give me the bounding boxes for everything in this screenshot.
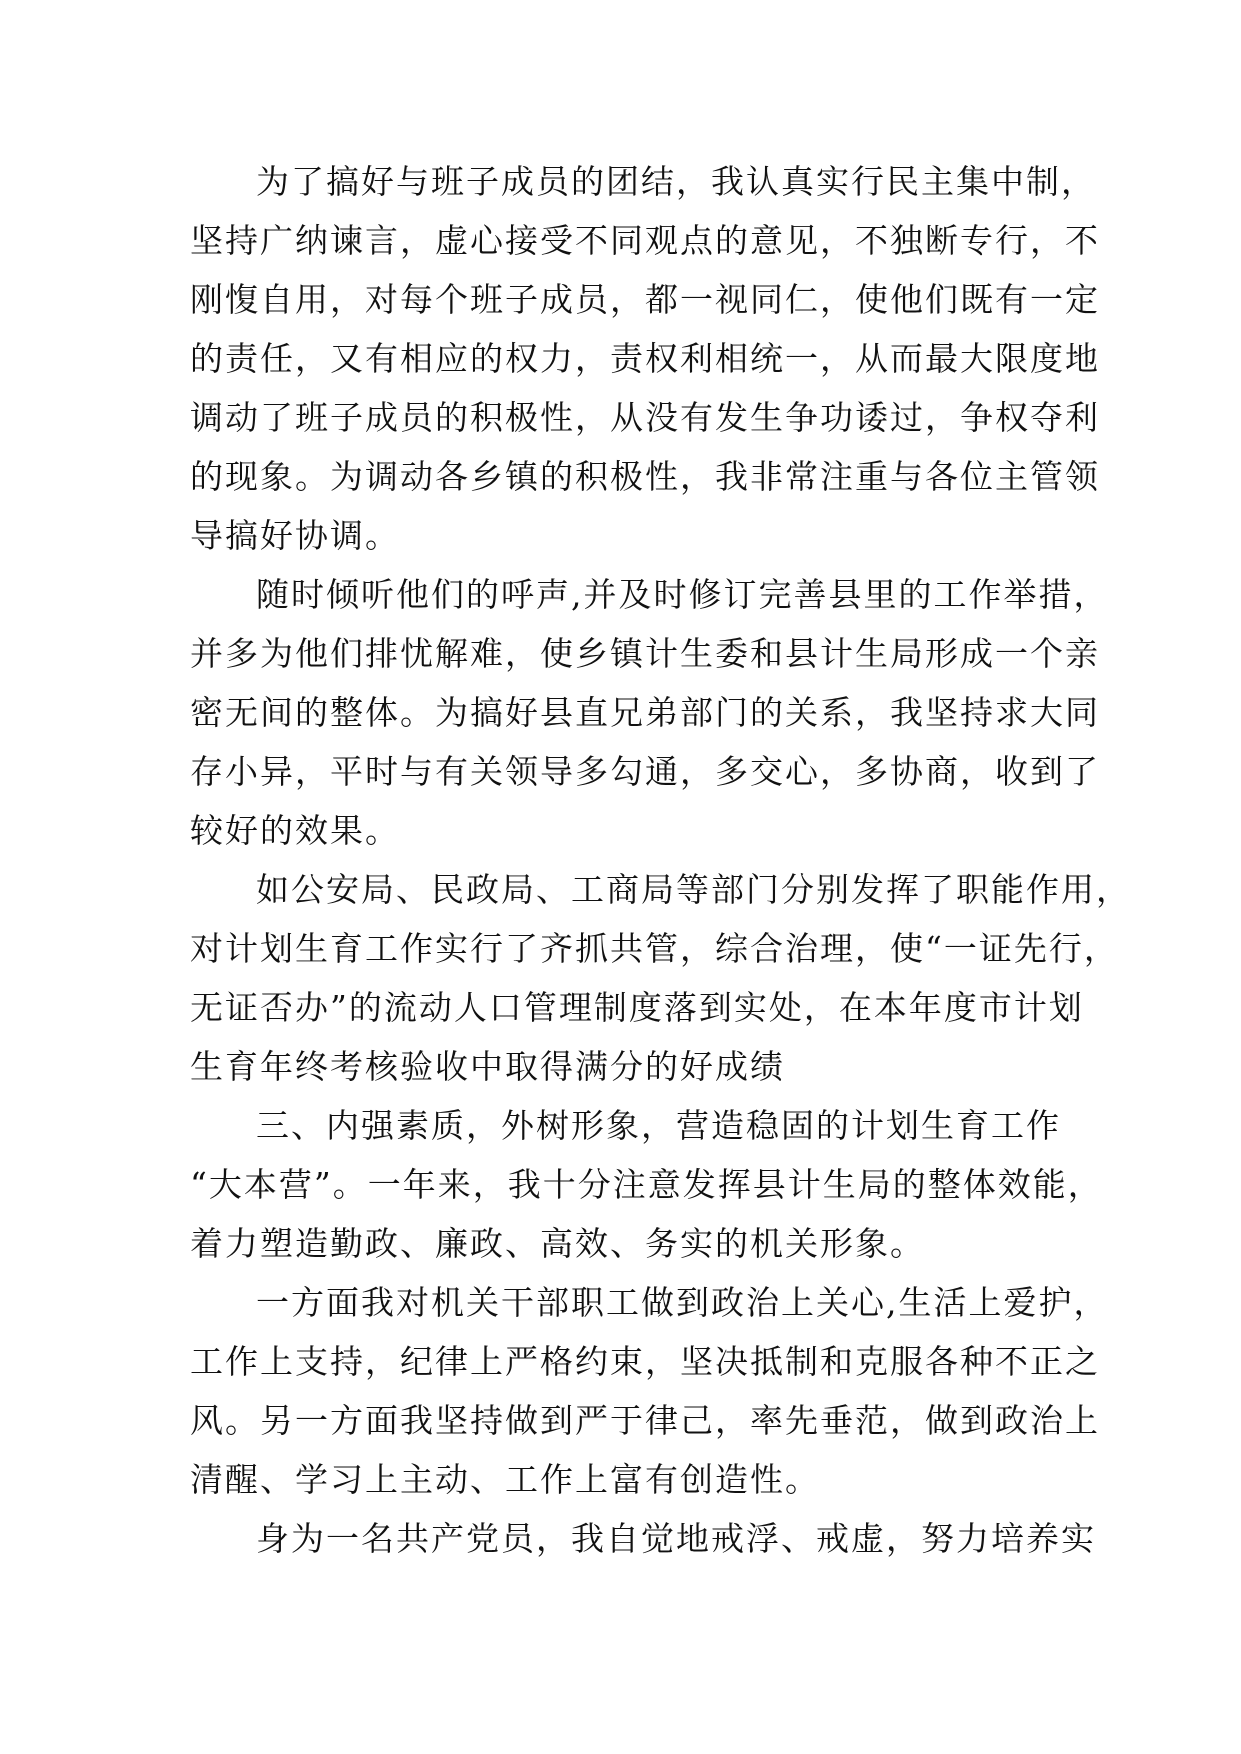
text-line: 如公安局、民政局、工商局等部门分别发挥了职能作用， (256, 870, 1131, 909)
text-line: 着力塑造勤政、廉政、高效、务实的机关形象。 (190, 1224, 925, 1263)
text-line: 刚愎自用，对每个班子成员，都一视同仁，使他们既有一定 (190, 280, 1100, 319)
paragraph (190, 1096, 1103, 1273)
text-line: 随时倾听他们的呼声,并及时修订完善县里的工作举措， (256, 575, 1109, 614)
paragraph (190, 1509, 1096, 1568)
paragraph (190, 860, 1131, 1096)
text-line: 无证否办”的流动人口管理制度落到实处，在本年度市计划 (190, 988, 1084, 1027)
text-line: 生育年终考核验收中取得满分的好成绩 (190, 1047, 785, 1086)
text-line: 清醒、学习上主动、工作上富有创造性。 (190, 1460, 820, 1499)
text-line: 工作上支持，纪律上严格约束，坚决抵制和克服各种不正之 (190, 1342, 1100, 1381)
text-line: 的现象。为调动各乡镇的积极性，我非常注重与各位主管领 (190, 457, 1100, 496)
text-line: 存小异，平时与有关领导多勾通，多交心，多协商，收到了 (190, 752, 1100, 791)
paragraph (190, 565, 1109, 860)
text-line: “大本营”。一年来，我十分注意发挥县计生局的整体效能， (190, 1165, 1103, 1204)
text-line: 三、内强素质，外树形象，营造稳固的计划生育工作 (256, 1106, 1061, 1145)
text-line: 并多为他们排忧解难，使乡镇计生委和县计生局形成一个亲 (190, 634, 1100, 673)
text-line: 坚持广纳谏言，虚心接受不同观点的意见，不独断专行，不 (190, 221, 1100, 260)
text-line: 为了搞好与班子成员的团结，我认真实行民主集中制， (256, 162, 1096, 201)
text-line: 对计划生育工作实行了齐抓共管，综合治理，使“一证先行， (190, 929, 1119, 968)
text-line: 较好的效果。 (190, 811, 400, 850)
text-line: 密无间的整体。为搞好县直兄弟部门的关系，我坚持求大同 (190, 693, 1100, 732)
document-body (190, 152, 1131, 1568)
text-line: 风。另一方面我坚持做到严于律己，率先垂范，做到政治上 (190, 1401, 1100, 1440)
text-line: 一方面我对机关干部职工做到政治上关心,生活上爱护， (256, 1283, 1109, 1322)
paragraph (190, 152, 1100, 565)
text-line: 导搞好协调。 (190, 516, 400, 555)
text-line: 的责任，又有相应的权力，责权利相统一，从而最大限度地 (190, 339, 1100, 378)
paragraph (190, 1273, 1109, 1509)
text-line: 身为一名共产党员，我自觉地戒浮、戒虚，努力培养实 (256, 1519, 1096, 1558)
text-line: 调动了班子成员的积极性，从没有发生争功诿过，争权夺利 (190, 398, 1100, 437)
